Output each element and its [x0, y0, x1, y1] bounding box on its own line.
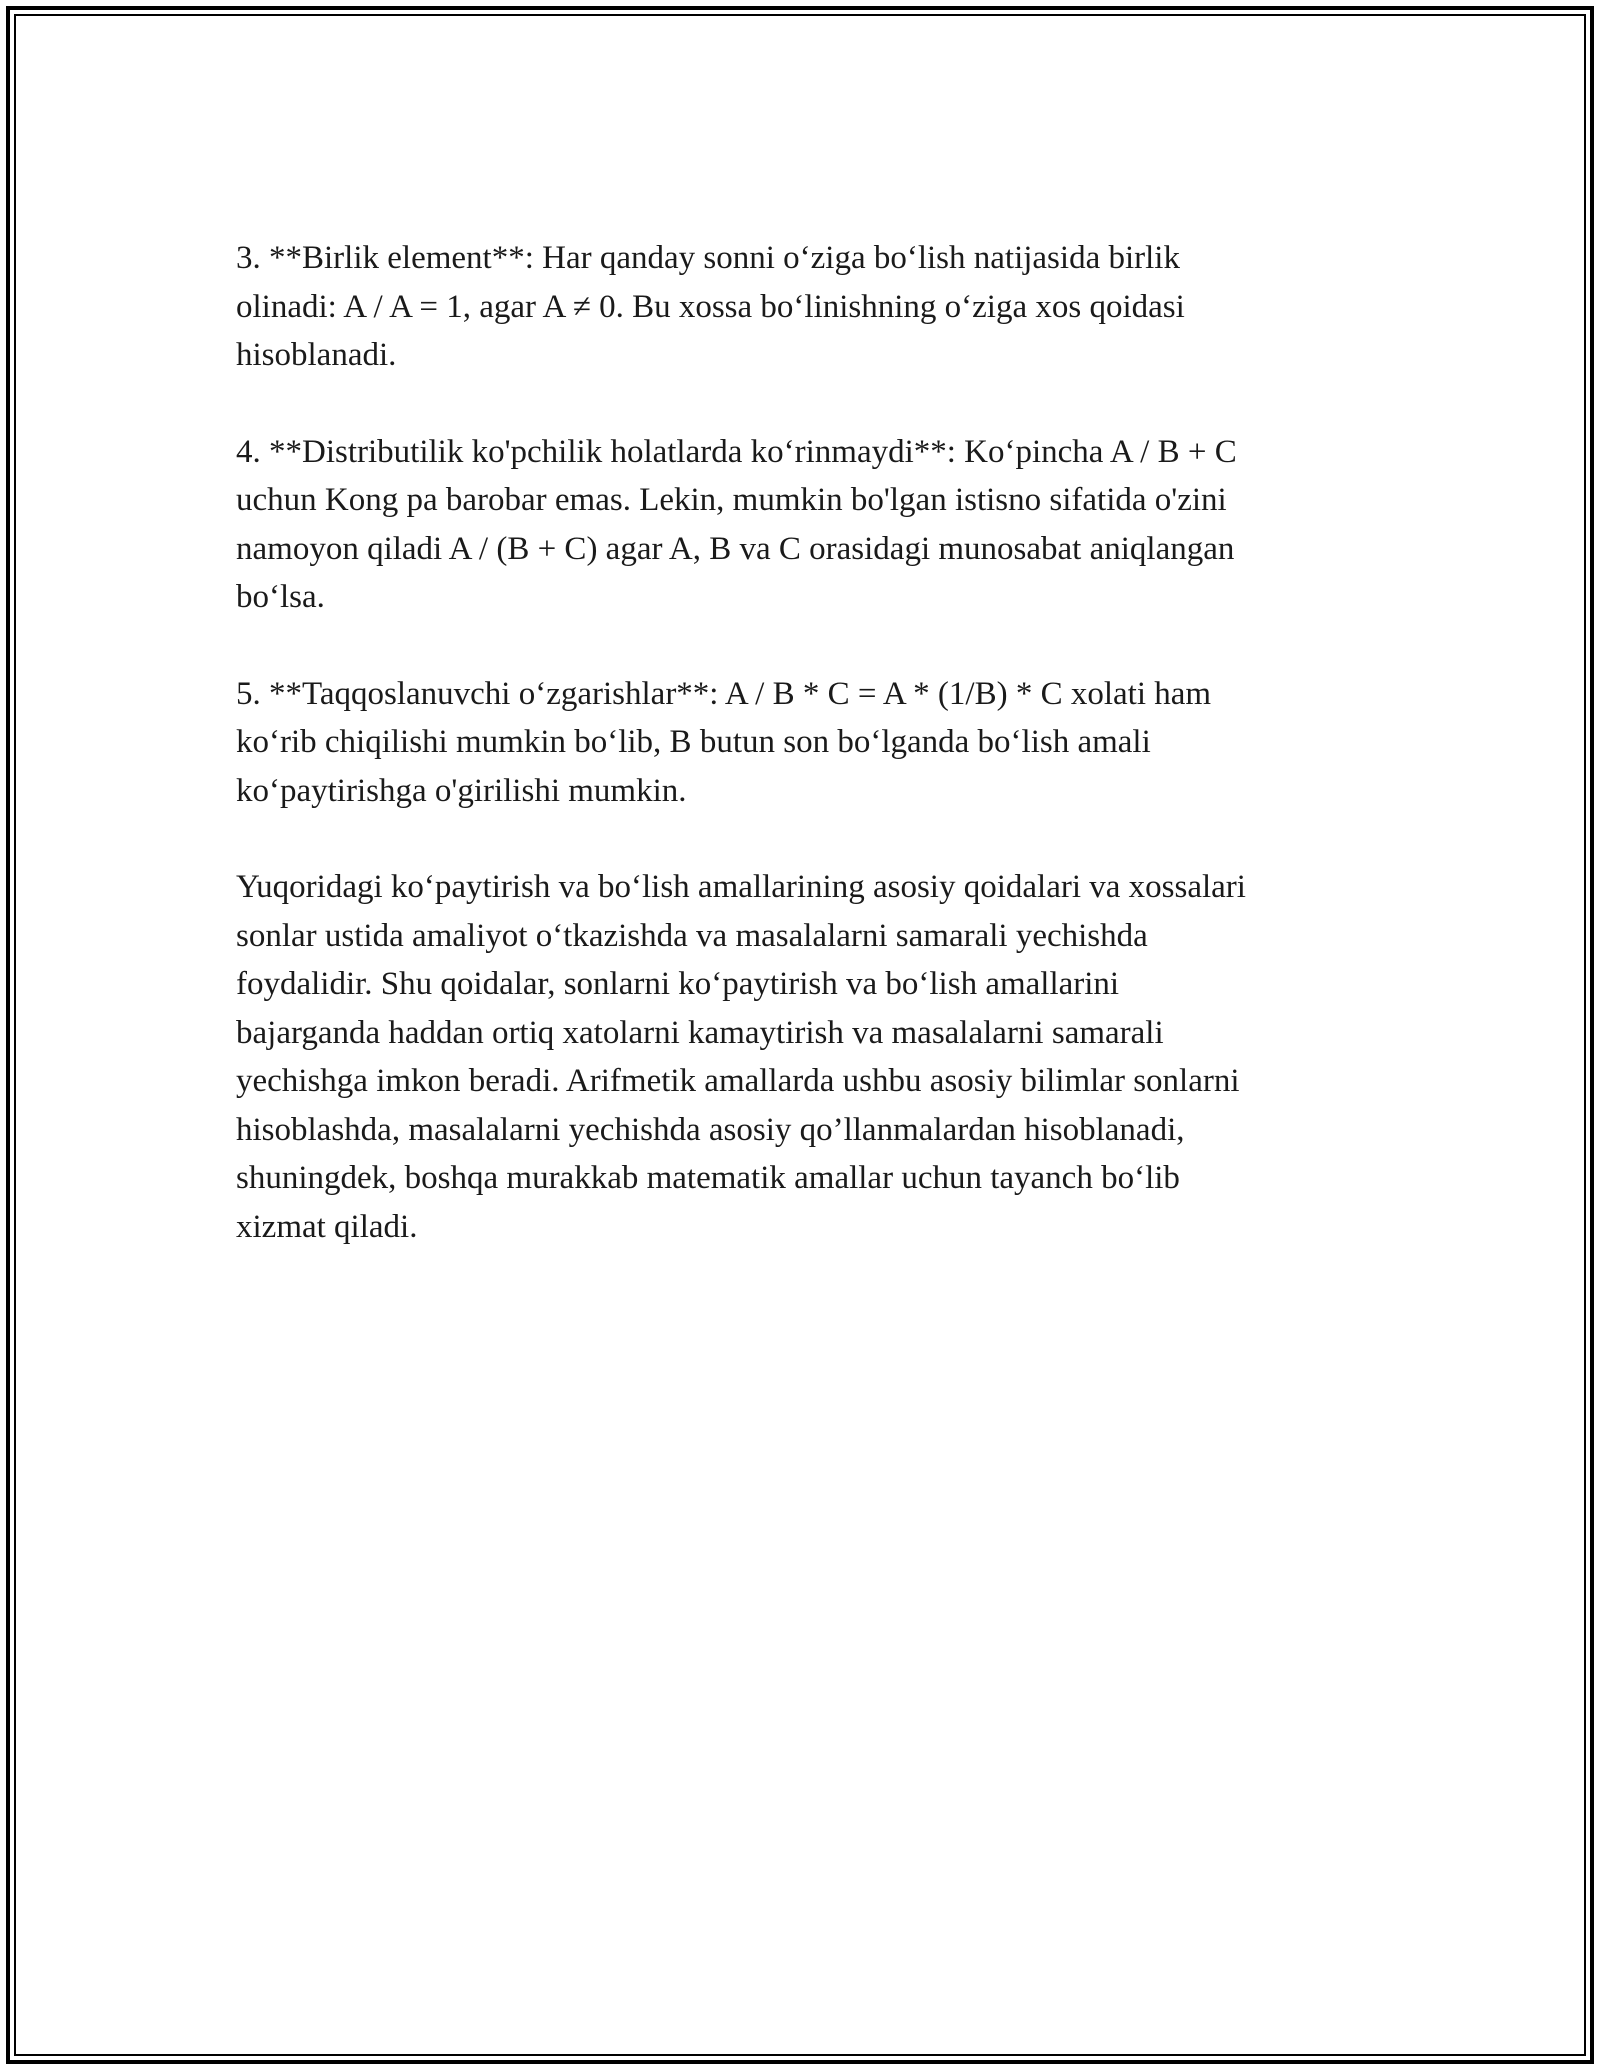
paragraph-distributivlik: 4. **Distributilik ko'pchilik holatlarda ko‘rinmaydi**: Ko‘pincha A / B + C uchun Kong pa barobar emas. Lekin, mumkin bo'lgan istisno sifatida o'zini namoyon qiladi A / (B + C) agar A, B va C orasidagi munosabat aniqlangan bo‘lsa.: [236, 433, 1237, 615]
paragraph-taqqoslanuvchi-ozgarishlar: 5. **Taqqoslanuvchi o‘zgarishlar**: A / B * C = A * (1/B) * C xolati ham ko‘rib chiqilishi mumkin bo‘lib, B butun son bo‘lganda bo‘lish amali ko‘paytirishga o'girilishi mumkin.: [236, 675, 1212, 809]
paragraph-birlik-element: 3. **Birlik element**: Har qanday sonni o‘ziga bo‘lish natijasida birlik olinadi: A / A = 1, agar A ≠ 0. Bu xossa bo‘linishning o‘ziga xos qoidasi hisoblanadi.: [236, 240, 1185, 373]
paragraph-conclusion: Yuqoridagi ko‘paytirish va bo‘lish amallarining asosiy qoidalari va xossalari sonlar ustida amaliyot o‘tkazishda va masalalarni samarali yechishda foydalidir. Shu qoidalar, sonlarni ko‘paytirish va bo‘lish amallarini bajarganda haddan ortiq xatolarni kamaytirish va masalalarni samarali yechishga imkon beradi. Arifmetik amallarda ushbu asosiy bilimlar sonlarni hisoblashda, masalalarni yechishda asosiy qo’llanmalardan hisoblanadi, shuningdek, boshqa murakkab matematik amallar uchun tayanch bo‘lib xizmat qiladi.: [236, 869, 1246, 1245]
document-body: [236, 234, 1366, 1299]
